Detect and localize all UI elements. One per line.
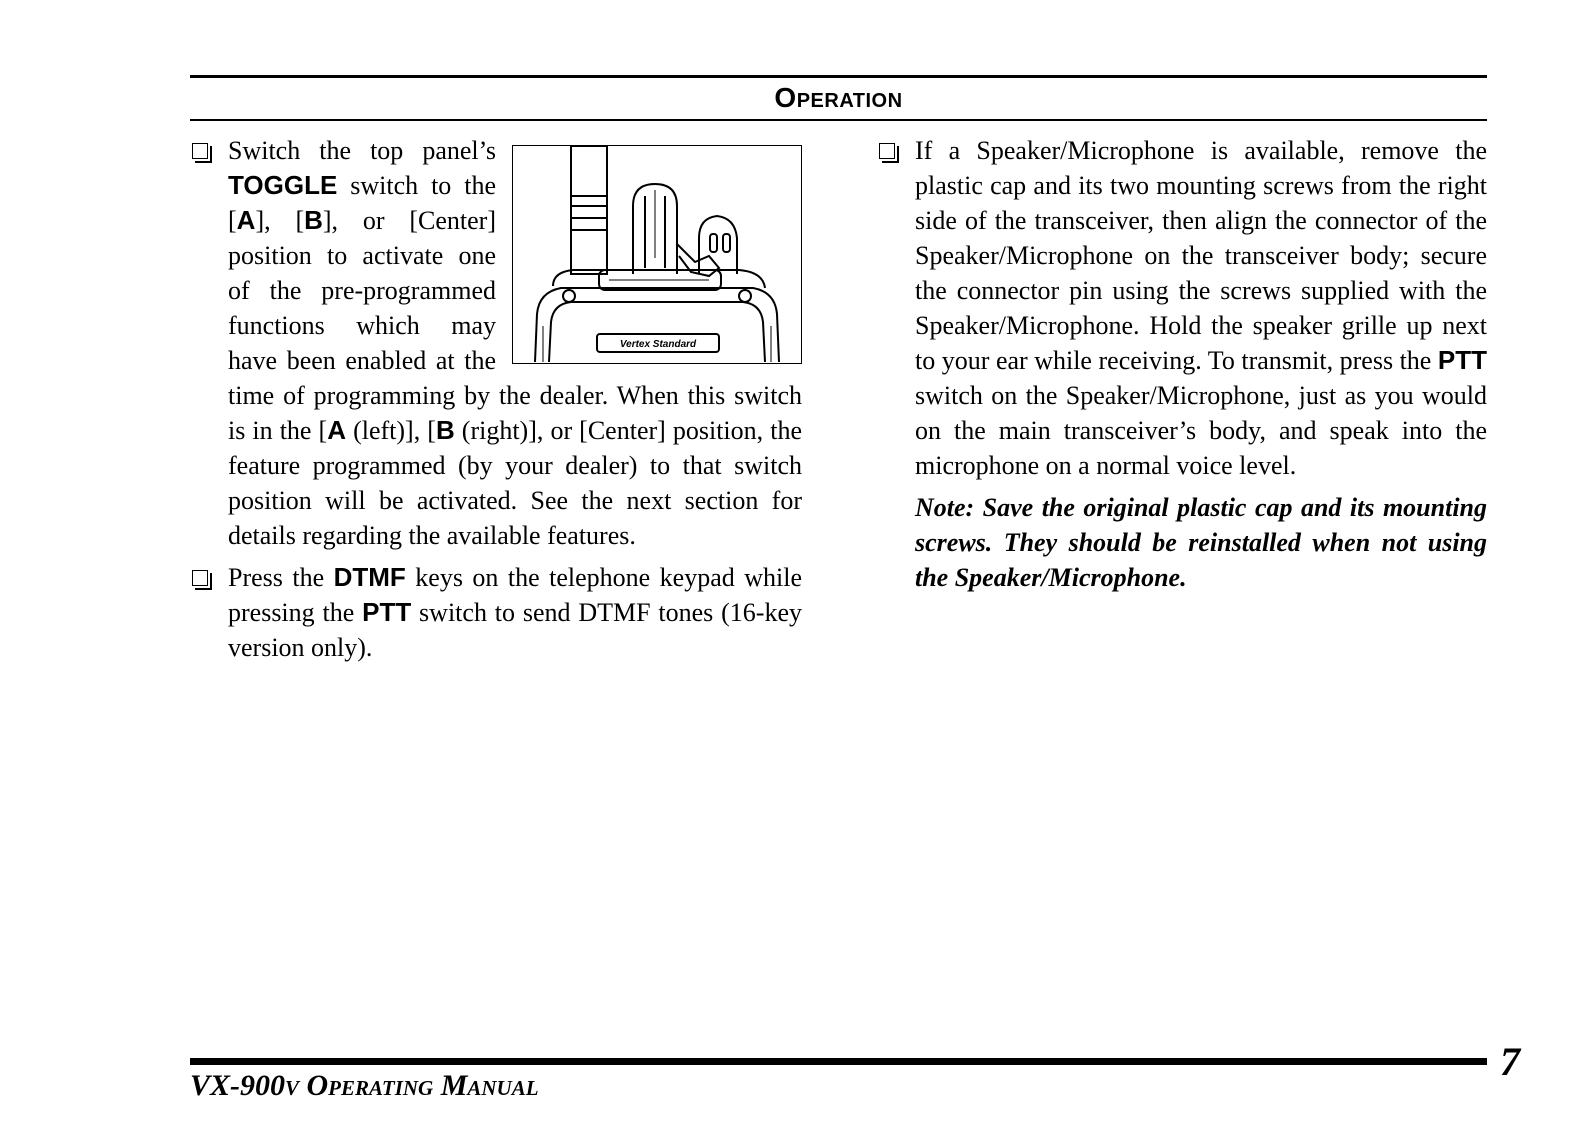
speaker-microphone-paragraph bbox=[877, 133, 1487, 483]
text-run: (left)], [ bbox=[346, 416, 436, 445]
brand-label-text: Vertex Standard bbox=[619, 339, 697, 350]
checkbox-bullet-icon bbox=[192, 143, 208, 159]
text-run: (right)], or [Center] position, the feature programmed (by your dealer) to that switch position will be activated. See the next section for details regarding the available features. bbox=[228, 416, 802, 550]
text-run: ], or [Center] position to activate one of the pre-programmed functions which may have been enabled at the time of programming by the dealer. When this switch is in the [ bbox=[228, 206, 802, 445]
dtmf-paragraph bbox=[190, 560, 802, 665]
page-title: Operation bbox=[774, 82, 903, 113]
text-run: keys on the telephone keypad while pressing the bbox=[228, 563, 802, 627]
toggle-keyword: TOGGLE bbox=[228, 170, 338, 200]
antenna-shape bbox=[571, 146, 607, 274]
checkbox-bullet-icon bbox=[192, 570, 208, 586]
manual-title: VX-900v Operating Manual bbox=[190, 1069, 539, 1102]
ptt-keyword: PTT bbox=[362, 597, 412, 627]
note-paragraph: Note: Save the original plastic cap and its mounting screws. They should be reinstalled when not using the Speaker/Microphone. bbox=[915, 493, 1487, 592]
b-position-keyword: B bbox=[304, 205, 323, 235]
text-run: switch to the [ bbox=[228, 171, 496, 235]
radio-top-outline bbox=[553, 270, 765, 288]
footer-rule bbox=[190, 1058, 1487, 1065]
transceiver-drawing bbox=[513, 146, 800, 362]
transceiver-top-panel-illustration bbox=[512, 145, 802, 364]
right-column bbox=[877, 133, 1487, 595]
toggle-switch-paragraph bbox=[190, 133, 802, 553]
b-position-keyword: B bbox=[435, 415, 455, 445]
ptt-keyword: PTT bbox=[1437, 345, 1487, 375]
page-number: 7 bbox=[1500, 1039, 1520, 1084]
text-run: Switch the top panel’s bbox=[228, 136, 496, 165]
text-run: ], [ bbox=[255, 206, 305, 235]
text-run: switch on the Speaker/Microphone, just as you would on the main transceiver’s body, and speak into the microphone on a normal voice level. bbox=[915, 381, 1487, 480]
a-position-keyword: A bbox=[236, 205, 256, 235]
checkbox-bullet-icon bbox=[879, 143, 895, 159]
dtmf-keyword: DTMF bbox=[333, 562, 406, 592]
left-column bbox=[190, 133, 802, 672]
text-run: switch to send DTMF tones (16-key version only). bbox=[228, 598, 802, 662]
a-position-keyword: A bbox=[327, 415, 346, 445]
header-bottom-rule bbox=[190, 119, 1487, 121]
text-run: Press the bbox=[228, 563, 334, 592]
text-run: If a Speaker/Microphone is available, remove the plastic cap and its two mounting screws from the right side of the transceiver, then align the connector of the Speaker/Microphone on the transceiver body; secure the connector pin using the screws supplied with the Speaker/Microphone. Hold the speaker grille up next to your ear while receiving. To transmit, press the bbox=[915, 136, 1487, 375]
